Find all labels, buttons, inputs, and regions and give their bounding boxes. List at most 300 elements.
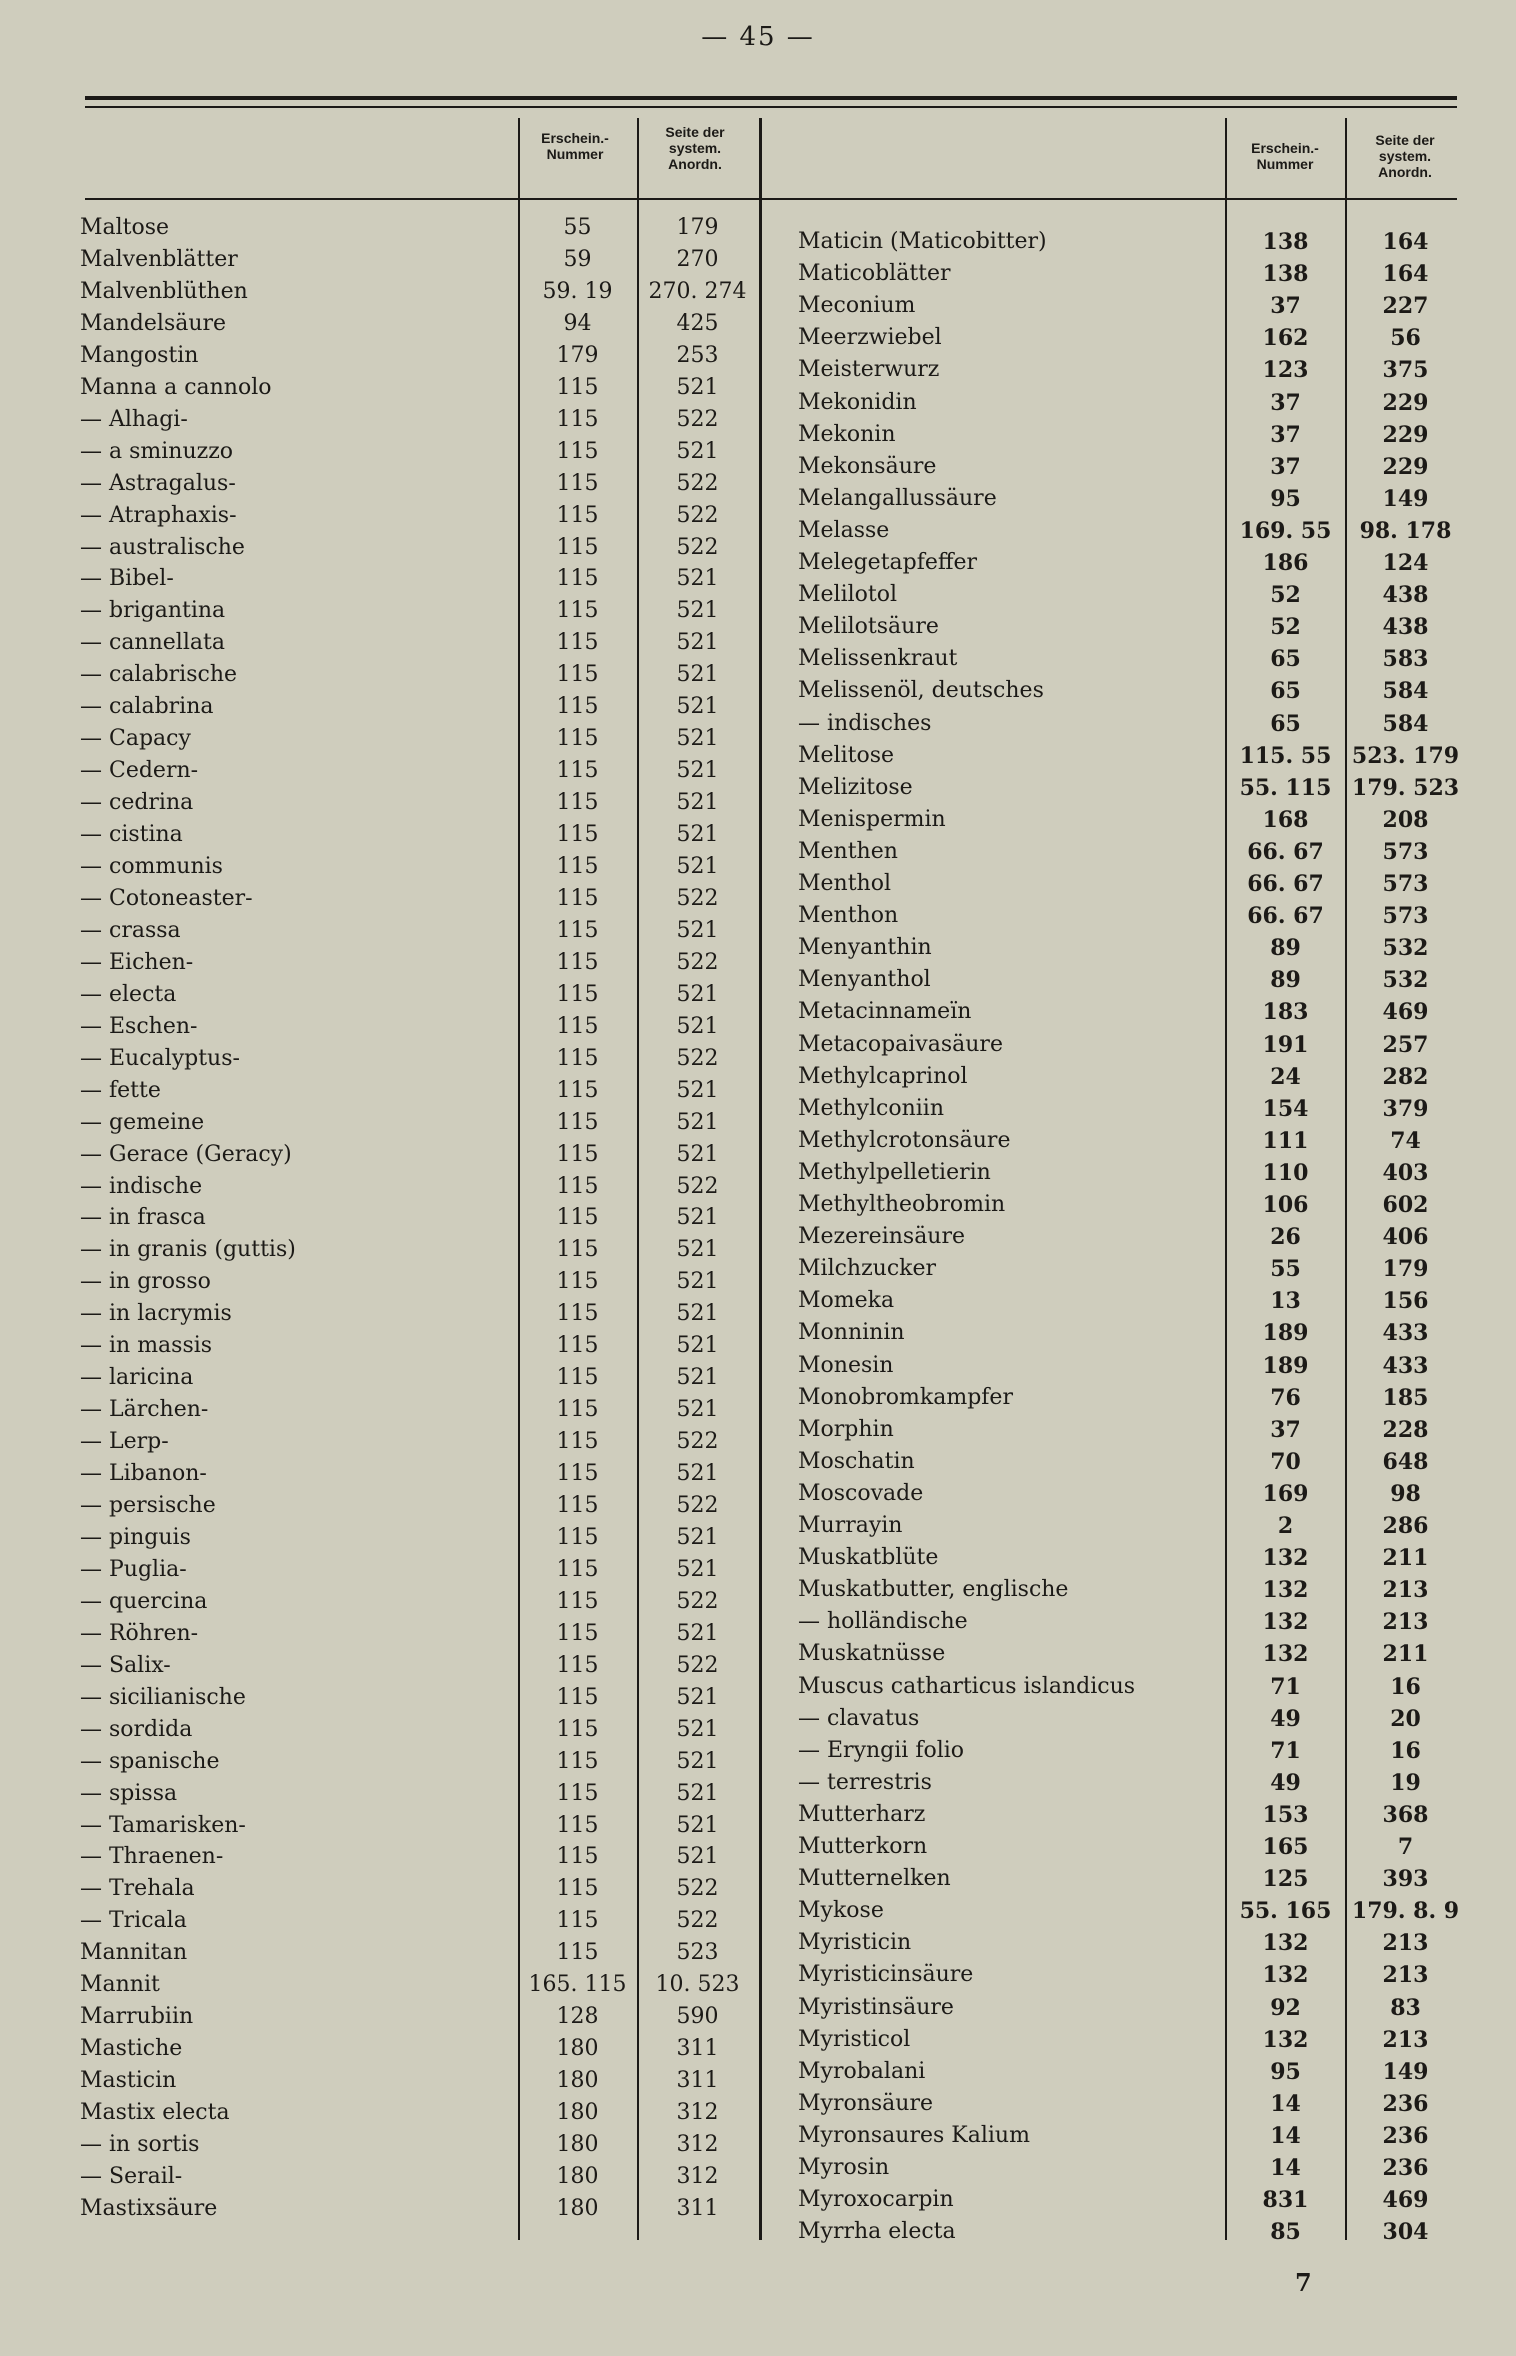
entry-name: Monesin bbox=[798, 1352, 894, 1378]
entry-name: — spanische bbox=[80, 1748, 220, 1774]
entry-page: 229 bbox=[1382, 421, 1429, 448]
table-row bbox=[0, 1189, 1516, 1221]
right-header-page: Seite der system. Anordn. bbox=[1375, 132, 1435, 180]
entry-name: Methylpelletierin bbox=[798, 1159, 991, 1185]
entry-number: 59. 19 bbox=[542, 278, 613, 304]
entry-number: 189 bbox=[1262, 1320, 1309, 1347]
left-header-page: Seite der system. Anordn. bbox=[665, 124, 725, 172]
entry-name: — clavatus bbox=[798, 1705, 920, 1731]
entry-name: — gemeine bbox=[80, 1109, 205, 1135]
table-row bbox=[0, 675, 1516, 707]
entry-number: 115 bbox=[556, 598, 599, 624]
entry-page: 98 bbox=[1390, 1480, 1421, 1507]
entry-page: 425 bbox=[676, 310, 719, 336]
entry-page: 433 bbox=[1382, 1352, 1429, 1379]
entry-number: 115 bbox=[556, 1173, 599, 1199]
entry-number: 115 bbox=[556, 438, 599, 464]
entry-name: — Astragalus- bbox=[80, 470, 236, 496]
entry-number: 92 bbox=[1270, 1994, 1301, 2021]
entry-number: 52 bbox=[1270, 582, 1301, 609]
entry-page: 521 bbox=[676, 854, 719, 879]
entry-page: 521 bbox=[676, 694, 719, 720]
entry-page: 179. 523 bbox=[1351, 774, 1460, 801]
entry-number: 37 bbox=[1270, 1416, 1301, 1443]
entry-name: Manna a cannolo bbox=[80, 374, 272, 400]
entry-number: 52 bbox=[1270, 614, 1301, 641]
entry-page: 522 bbox=[676, 406, 719, 432]
entry-page: 523 bbox=[676, 1940, 719, 1966]
table-row bbox=[0, 1927, 1516, 1959]
entry-page: 522 bbox=[676, 470, 719, 496]
table-row bbox=[0, 932, 1516, 964]
entry-page: 229 bbox=[1382, 389, 1429, 416]
entry-name: — Lerp- bbox=[80, 1429, 169, 1455]
entry-number: 165. 115 bbox=[528, 1972, 627, 1998]
entry-name: Masticin bbox=[80, 2068, 177, 2094]
entry-number: 162 bbox=[1262, 325, 1309, 352]
entry-page: 521 bbox=[676, 1141, 719, 1167]
table-row bbox=[0, 2152, 1516, 2184]
entry-page: 185 bbox=[1382, 1384, 1429, 1411]
entry-number: 179 bbox=[556, 342, 599, 368]
entry-number: 115 bbox=[556, 790, 599, 816]
entry-page: 469 bbox=[1382, 2187, 1429, 2214]
entry-page: 375 bbox=[1382, 357, 1429, 384]
entry-name: Maltose bbox=[80, 215, 170, 240]
entry-number: 115 bbox=[556, 1556, 599, 1582]
entry-name: — spissa bbox=[80, 1780, 178, 1806]
footer-number: 7 bbox=[1295, 2268, 1312, 2297]
table-row bbox=[0, 996, 1516, 1028]
table-row bbox=[0, 1992, 1516, 2024]
entry-number: 180 bbox=[556, 2195, 599, 2221]
entry-number: 115 bbox=[556, 1493, 599, 1518]
entry-name: Melizitose bbox=[798, 774, 913, 800]
entry-name: Muskatblüte bbox=[798, 1545, 939, 1571]
entry-name: — Tricala bbox=[80, 1908, 187, 1934]
entry-page: 521 bbox=[676, 1205, 719, 1231]
entry-page: 16 bbox=[1390, 1673, 1421, 1700]
entry-name: — Trehala bbox=[80, 1876, 195, 1902]
entry-number: 180 bbox=[556, 2100, 599, 2126]
table-row bbox=[0, 1157, 1516, 1189]
entry-number: 71 bbox=[1270, 1673, 1301, 1700]
entry-number: 115 bbox=[556, 1237, 599, 1263]
entry-page: 521 bbox=[676, 1077, 719, 1103]
entry-name: — Eryngii folio bbox=[798, 1737, 965, 1763]
entry-page: 368 bbox=[1382, 1801, 1429, 1828]
table-row bbox=[0, 322, 1516, 354]
entry-number: 831 bbox=[1262, 2187, 1309, 2214]
entry-page: 149 bbox=[1382, 2058, 1429, 2085]
entry-name: — in granis (guttis) bbox=[80, 1237, 296, 1263]
entry-name: Melissenkraut bbox=[798, 646, 958, 672]
entry-name: Menthon bbox=[798, 903, 899, 929]
entry-page: 282 bbox=[1382, 1063, 1429, 1090]
entry-page: 433 bbox=[1382, 1320, 1429, 1347]
entry-name: Meerzwiebel bbox=[798, 325, 942, 351]
entry-page: 393 bbox=[1382, 1866, 1429, 1893]
entry-page: 521 bbox=[676, 1716, 719, 1742]
entry-number: 115 bbox=[556, 1269, 599, 1295]
entry-page: 521 bbox=[676, 1556, 719, 1582]
entry-page: 311 bbox=[676, 2195, 719, 2221]
entry-name: — Salix- bbox=[80, 1652, 171, 1678]
entry-number: 154 bbox=[1262, 1095, 1309, 1122]
entry-page: 379 bbox=[1382, 1095, 1429, 1122]
entry-number: 115 bbox=[556, 1429, 599, 1455]
entry-number: 37 bbox=[1270, 293, 1301, 320]
entry-page: 164 bbox=[1382, 261, 1429, 288]
table-row bbox=[0, 1350, 1516, 1382]
entry-page: 522 bbox=[676, 534, 719, 560]
entry-page: 20 bbox=[1390, 1705, 1421, 1732]
table-row bbox=[0, 836, 1516, 868]
entry-page: 583 bbox=[1382, 646, 1429, 673]
entry-name: Menthol bbox=[798, 871, 892, 896]
entry-name: Myristicin bbox=[798, 1930, 912, 1956]
entry-name: Maticin (Maticobitter) bbox=[798, 229, 1047, 254]
entry-page: 584 bbox=[1382, 678, 1429, 705]
entry-name: — Cotoneaster- bbox=[80, 885, 253, 911]
entry-number: 95 bbox=[1270, 2058, 1301, 2085]
entry-name: — Cedern- bbox=[80, 758, 199, 784]
entry-name: — crassa bbox=[80, 917, 181, 943]
table-row bbox=[0, 1061, 1516, 1093]
table-row bbox=[0, 2216, 1516, 2248]
entry-name: Mekonsäure bbox=[798, 453, 937, 479]
table-row bbox=[0, 387, 1516, 419]
entry-name: — electa bbox=[80, 981, 177, 1007]
entry-number: 55. 165 bbox=[1239, 1898, 1332, 1925]
table-row bbox=[0, 579, 1516, 611]
entry-name: Mykose bbox=[798, 1898, 884, 1924]
table-row bbox=[0, 1831, 1516, 1863]
entry-number: 76 bbox=[1270, 1384, 1301, 1411]
entry-number: 115 bbox=[556, 662, 599, 688]
entry-number: 115 bbox=[556, 502, 599, 528]
entry-number: 115 bbox=[556, 822, 599, 848]
table-row bbox=[0, 1863, 1516, 1895]
entry-number: 115 bbox=[556, 1716, 599, 1742]
entry-page: 522 bbox=[676, 1908, 719, 1934]
entry-name: — Puglia- bbox=[80, 1556, 187, 1582]
entry-page: 213 bbox=[1382, 1930, 1429, 1957]
entry-number: 115 bbox=[556, 1013, 599, 1039]
page-number: — 45 — bbox=[701, 22, 815, 52]
entry-name: — indische bbox=[80, 1173, 203, 1199]
entry-number: 49 bbox=[1270, 1705, 1301, 1732]
entry-name: — Libanon- bbox=[80, 1461, 207, 1487]
table-row bbox=[0, 451, 1516, 483]
table-row bbox=[0, 1638, 1516, 1670]
entry-number: 37 bbox=[1270, 421, 1301, 448]
entry-number: 115 bbox=[556, 1588, 599, 1614]
top-rule-thick bbox=[85, 96, 1457, 100]
entry-number: 115 bbox=[556, 694, 599, 720]
entry-number: 180 bbox=[556, 2068, 599, 2094]
table-row bbox=[0, 419, 1516, 451]
entry-name: Moscovade bbox=[798, 1480, 924, 1506]
entry-number: 55. 115 bbox=[1239, 774, 1332, 801]
entry-name: — australische bbox=[80, 534, 245, 560]
entry-page: 253 bbox=[676, 342, 719, 368]
entry-page: 521 bbox=[676, 822, 719, 848]
entry-page: 573 bbox=[1382, 838, 1429, 865]
entry-number: 132 bbox=[1262, 1545, 1309, 1572]
entry-page: 211 bbox=[1382, 1641, 1429, 1668]
table-row bbox=[0, 1446, 1516, 1478]
entry-number: 168 bbox=[1262, 806, 1309, 833]
entry-name: Marrubiin bbox=[80, 2004, 194, 2030]
entry-name: — terrestris bbox=[798, 1769, 932, 1795]
entry-number: 132 bbox=[1262, 1609, 1309, 1636]
entry-name: — a sminuzzo bbox=[80, 438, 234, 464]
entry-number: 89 bbox=[1270, 967, 1301, 994]
entry-number: 132 bbox=[1262, 1962, 1309, 1989]
entry-name: Malvenblüthen bbox=[80, 278, 248, 304]
table-row bbox=[0, 708, 1516, 740]
entry-name: Melasse bbox=[798, 517, 890, 543]
entry-number: 95 bbox=[1270, 485, 1301, 512]
entry-name: — laricina bbox=[80, 1365, 194, 1391]
entry-name: Melangallussäure bbox=[798, 485, 997, 511]
entry-page: 521 bbox=[676, 1812, 719, 1838]
entry-page: 532 bbox=[1382, 967, 1429, 994]
entry-page: 602 bbox=[1382, 1192, 1429, 1218]
entry-page: 179 bbox=[676, 215, 719, 240]
entry-page: 149 bbox=[1382, 485, 1429, 512]
entry-number: 180 bbox=[556, 2132, 599, 2157]
entry-number: 115 bbox=[556, 1748, 599, 1774]
entry-page: 270 bbox=[676, 246, 719, 272]
entry-name: Mandelsäure bbox=[80, 310, 227, 336]
entry-number: 138 bbox=[1262, 229, 1309, 255]
entry-name: — in grosso bbox=[80, 1269, 211, 1295]
entry-number: 165 bbox=[1262, 1834, 1309, 1860]
entry-page: 406 bbox=[1382, 1224, 1429, 1251]
table-row bbox=[0, 1959, 1516, 1991]
table-row bbox=[0, 740, 1516, 772]
entry-page: 521 bbox=[676, 1301, 719, 1327]
entry-name: Melissenöl, deutsches bbox=[798, 678, 1044, 704]
entry-number: 132 bbox=[1262, 1930, 1309, 1957]
entry-number: 115 bbox=[556, 1940, 599, 1966]
entry-number: 115 bbox=[556, 534, 599, 560]
table-row bbox=[0, 1606, 1516, 1638]
entry-page: 521 bbox=[676, 726, 719, 752]
entry-number: 89 bbox=[1270, 935, 1301, 962]
left-header-num: Erschein.- Nummer bbox=[541, 130, 609, 162]
entry-page: 304 bbox=[1382, 2219, 1429, 2246]
table-row bbox=[0, 868, 1516, 900]
entry-number: 115 bbox=[556, 1141, 599, 1167]
table-row bbox=[0, 1735, 1516, 1767]
entry-page: 213 bbox=[1382, 1962, 1429, 1989]
entry-name: Menispermin bbox=[798, 806, 946, 832]
table-row bbox=[0, 1542, 1516, 1574]
entry-number: 115 bbox=[556, 949, 599, 975]
entry-page: 438 bbox=[1382, 614, 1429, 641]
entry-page: 522 bbox=[676, 1652, 719, 1678]
entry-page: 211 bbox=[1382, 1545, 1429, 1572]
table-row bbox=[0, 1285, 1516, 1317]
table-row bbox=[0, 515, 1516, 547]
table-row bbox=[0, 258, 1516, 290]
entry-number: 115 bbox=[556, 1205, 599, 1231]
entry-page: 584 bbox=[1382, 710, 1429, 737]
entry-number: 115 bbox=[556, 1109, 599, 1135]
entry-page: 521 bbox=[676, 790, 719, 816]
entry-page: 124 bbox=[1382, 550, 1429, 576]
entry-name: Mannit bbox=[80, 1972, 160, 1998]
entry-name: Monninin bbox=[798, 1320, 905, 1346]
entry-page: 521 bbox=[676, 1684, 719, 1710]
entry-page: 10. 523 bbox=[655, 1972, 740, 1998]
entry-page: 573 bbox=[1382, 871, 1429, 897]
entry-page: 74 bbox=[1390, 1127, 1421, 1154]
entry-name: — Capacy bbox=[80, 726, 191, 752]
entry-name: Metacinnameïn bbox=[798, 999, 972, 1025]
entry-page: 98. 178 bbox=[1359, 517, 1452, 544]
entry-page: 156 bbox=[1382, 1288, 1429, 1315]
entry-page: 590 bbox=[676, 2004, 719, 2030]
entry-number: 125 bbox=[1262, 1866, 1309, 1893]
entry-page: 83 bbox=[1390, 1994, 1421, 2021]
entry-page: 521 bbox=[676, 1620, 719, 1646]
entry-page: 522 bbox=[676, 1173, 719, 1199]
entry-name: Melilotol bbox=[798, 582, 898, 608]
entry-number: 115 bbox=[556, 917, 599, 943]
entry-number: 65 bbox=[1270, 678, 1301, 705]
entry-page: 573 bbox=[1382, 903, 1429, 930]
entry-page: 521 bbox=[676, 374, 719, 400]
entry-page: 208 bbox=[1382, 806, 1429, 833]
entry-number: 169. 55 bbox=[1239, 517, 1332, 544]
entry-name: — fette bbox=[80, 1077, 161, 1103]
table-row bbox=[0, 1799, 1516, 1831]
table-row bbox=[0, 1414, 1516, 1446]
entry-number: 115 bbox=[556, 1045, 599, 1071]
entry-name: — Bibel- bbox=[80, 566, 174, 592]
entry-number: 111 bbox=[1262, 1127, 1309, 1154]
entry-name: — cannellata bbox=[80, 630, 225, 656]
entry-number: 115 bbox=[556, 1397, 599, 1423]
entry-page: 16 bbox=[1390, 1737, 1421, 1764]
entry-number: 115 bbox=[556, 758, 599, 784]
table-row bbox=[0, 1703, 1516, 1735]
table-row bbox=[0, 1478, 1516, 1510]
entry-number: 94 bbox=[563, 310, 592, 336]
entry-name: — indisches bbox=[798, 710, 932, 736]
entry-number: 115 bbox=[556, 981, 599, 1007]
entry-page: 521 bbox=[676, 1844, 719, 1870]
entry-name: Mannitan bbox=[80, 1940, 188, 1966]
entry-page: 228 bbox=[1382, 1416, 1429, 1443]
entry-number: 115. 55 bbox=[1239, 742, 1332, 769]
entry-number: 71 bbox=[1270, 1737, 1301, 1764]
table-row bbox=[0, 1382, 1516, 1414]
entry-name: Myronsaures Kalium bbox=[798, 2122, 1030, 2148]
table-row bbox=[0, 2088, 1516, 2120]
table-row bbox=[0, 1125, 1516, 1157]
entry-number: 115 bbox=[556, 854, 599, 879]
entry-name: Methylcaprinol bbox=[798, 1063, 968, 1089]
entry-name: — brigantina bbox=[80, 598, 226, 624]
entry-name: Mutterharz bbox=[798, 1801, 926, 1827]
entry-page: 522 bbox=[676, 1493, 719, 1518]
entry-page: 469 bbox=[1382, 999, 1429, 1026]
entry-name: — Eucalyptus- bbox=[80, 1045, 240, 1071]
entry-name: Methyltheobromin bbox=[798, 1192, 1006, 1217]
table-row bbox=[0, 964, 1516, 996]
entry-name: Maticoblätter bbox=[798, 261, 951, 287]
entry-name: Myroxocarpin bbox=[798, 2187, 954, 2213]
entry-number: 132 bbox=[1262, 2026, 1309, 2053]
entry-number: 14 bbox=[1270, 2122, 1301, 2149]
entry-name: Myristicinsäure bbox=[798, 1962, 974, 1988]
entry-number: 115 bbox=[556, 566, 599, 592]
entry-page: 521 bbox=[676, 1237, 719, 1263]
entry-name: Menthen bbox=[798, 838, 898, 864]
entry-name: Morphin bbox=[798, 1416, 894, 1442]
entry-name: Mekonidin bbox=[798, 389, 917, 415]
entry-number: 115 bbox=[556, 1908, 599, 1934]
entry-number: 115 bbox=[556, 1301, 599, 1327]
entry-name: Metacopaivasäure bbox=[798, 1031, 1003, 1057]
entry-number: 66. 67 bbox=[1247, 871, 1324, 897]
entry-number: 115 bbox=[556, 374, 599, 400]
entry-number: 70 bbox=[1270, 1448, 1301, 1475]
table-row bbox=[0, 1221, 1516, 1253]
entry-page: 312 bbox=[676, 2132, 719, 2157]
entry-number: 132 bbox=[1262, 1577, 1309, 1604]
entry-page: 521 bbox=[676, 598, 719, 624]
entry-number: 49 bbox=[1270, 1769, 1301, 1796]
entry-name: Myristinsäure bbox=[798, 1994, 954, 2020]
entry-number: 132 bbox=[1262, 1641, 1309, 1668]
entry-page: 229 bbox=[1382, 453, 1429, 480]
entry-name: — Alhagi- bbox=[80, 406, 188, 432]
table-row bbox=[0, 1671, 1516, 1703]
entry-name: Malvenblätter bbox=[80, 246, 238, 272]
entry-name: — Serail- bbox=[80, 2163, 183, 2189]
entry-page: 236 bbox=[1382, 2122, 1429, 2149]
entry-page: 522 bbox=[676, 949, 719, 975]
entry-name: Menyanthin bbox=[798, 935, 932, 961]
entry-number: 115 bbox=[556, 1812, 599, 1838]
entry-page: 179. 8. 9 bbox=[1351, 1898, 1460, 1925]
table-row bbox=[0, 1767, 1516, 1799]
entry-number: 115 bbox=[556, 1365, 599, 1391]
entry-name: Mangostin bbox=[80, 342, 199, 368]
entry-page: 312 bbox=[676, 2163, 719, 2189]
entry-page: 56 bbox=[1390, 325, 1421, 352]
table-row bbox=[0, 354, 1516, 386]
entry-page: 521 bbox=[676, 1748, 719, 1774]
header-rule bbox=[85, 198, 1457, 200]
entry-page: 521 bbox=[676, 1780, 719, 1806]
entry-number: 115 bbox=[556, 726, 599, 752]
entry-name: — communis bbox=[80, 854, 223, 879]
entry-name: — Gerace (Geracy) bbox=[80, 1141, 292, 1167]
entry-page: 521 bbox=[676, 630, 719, 656]
entry-name: — sordida bbox=[80, 1716, 193, 1742]
entry-number: 189 bbox=[1262, 1352, 1309, 1379]
table-row bbox=[0, 1093, 1516, 1125]
entry-name: Myronsäure bbox=[798, 2090, 933, 2116]
entry-number: 55 bbox=[563, 215, 592, 240]
